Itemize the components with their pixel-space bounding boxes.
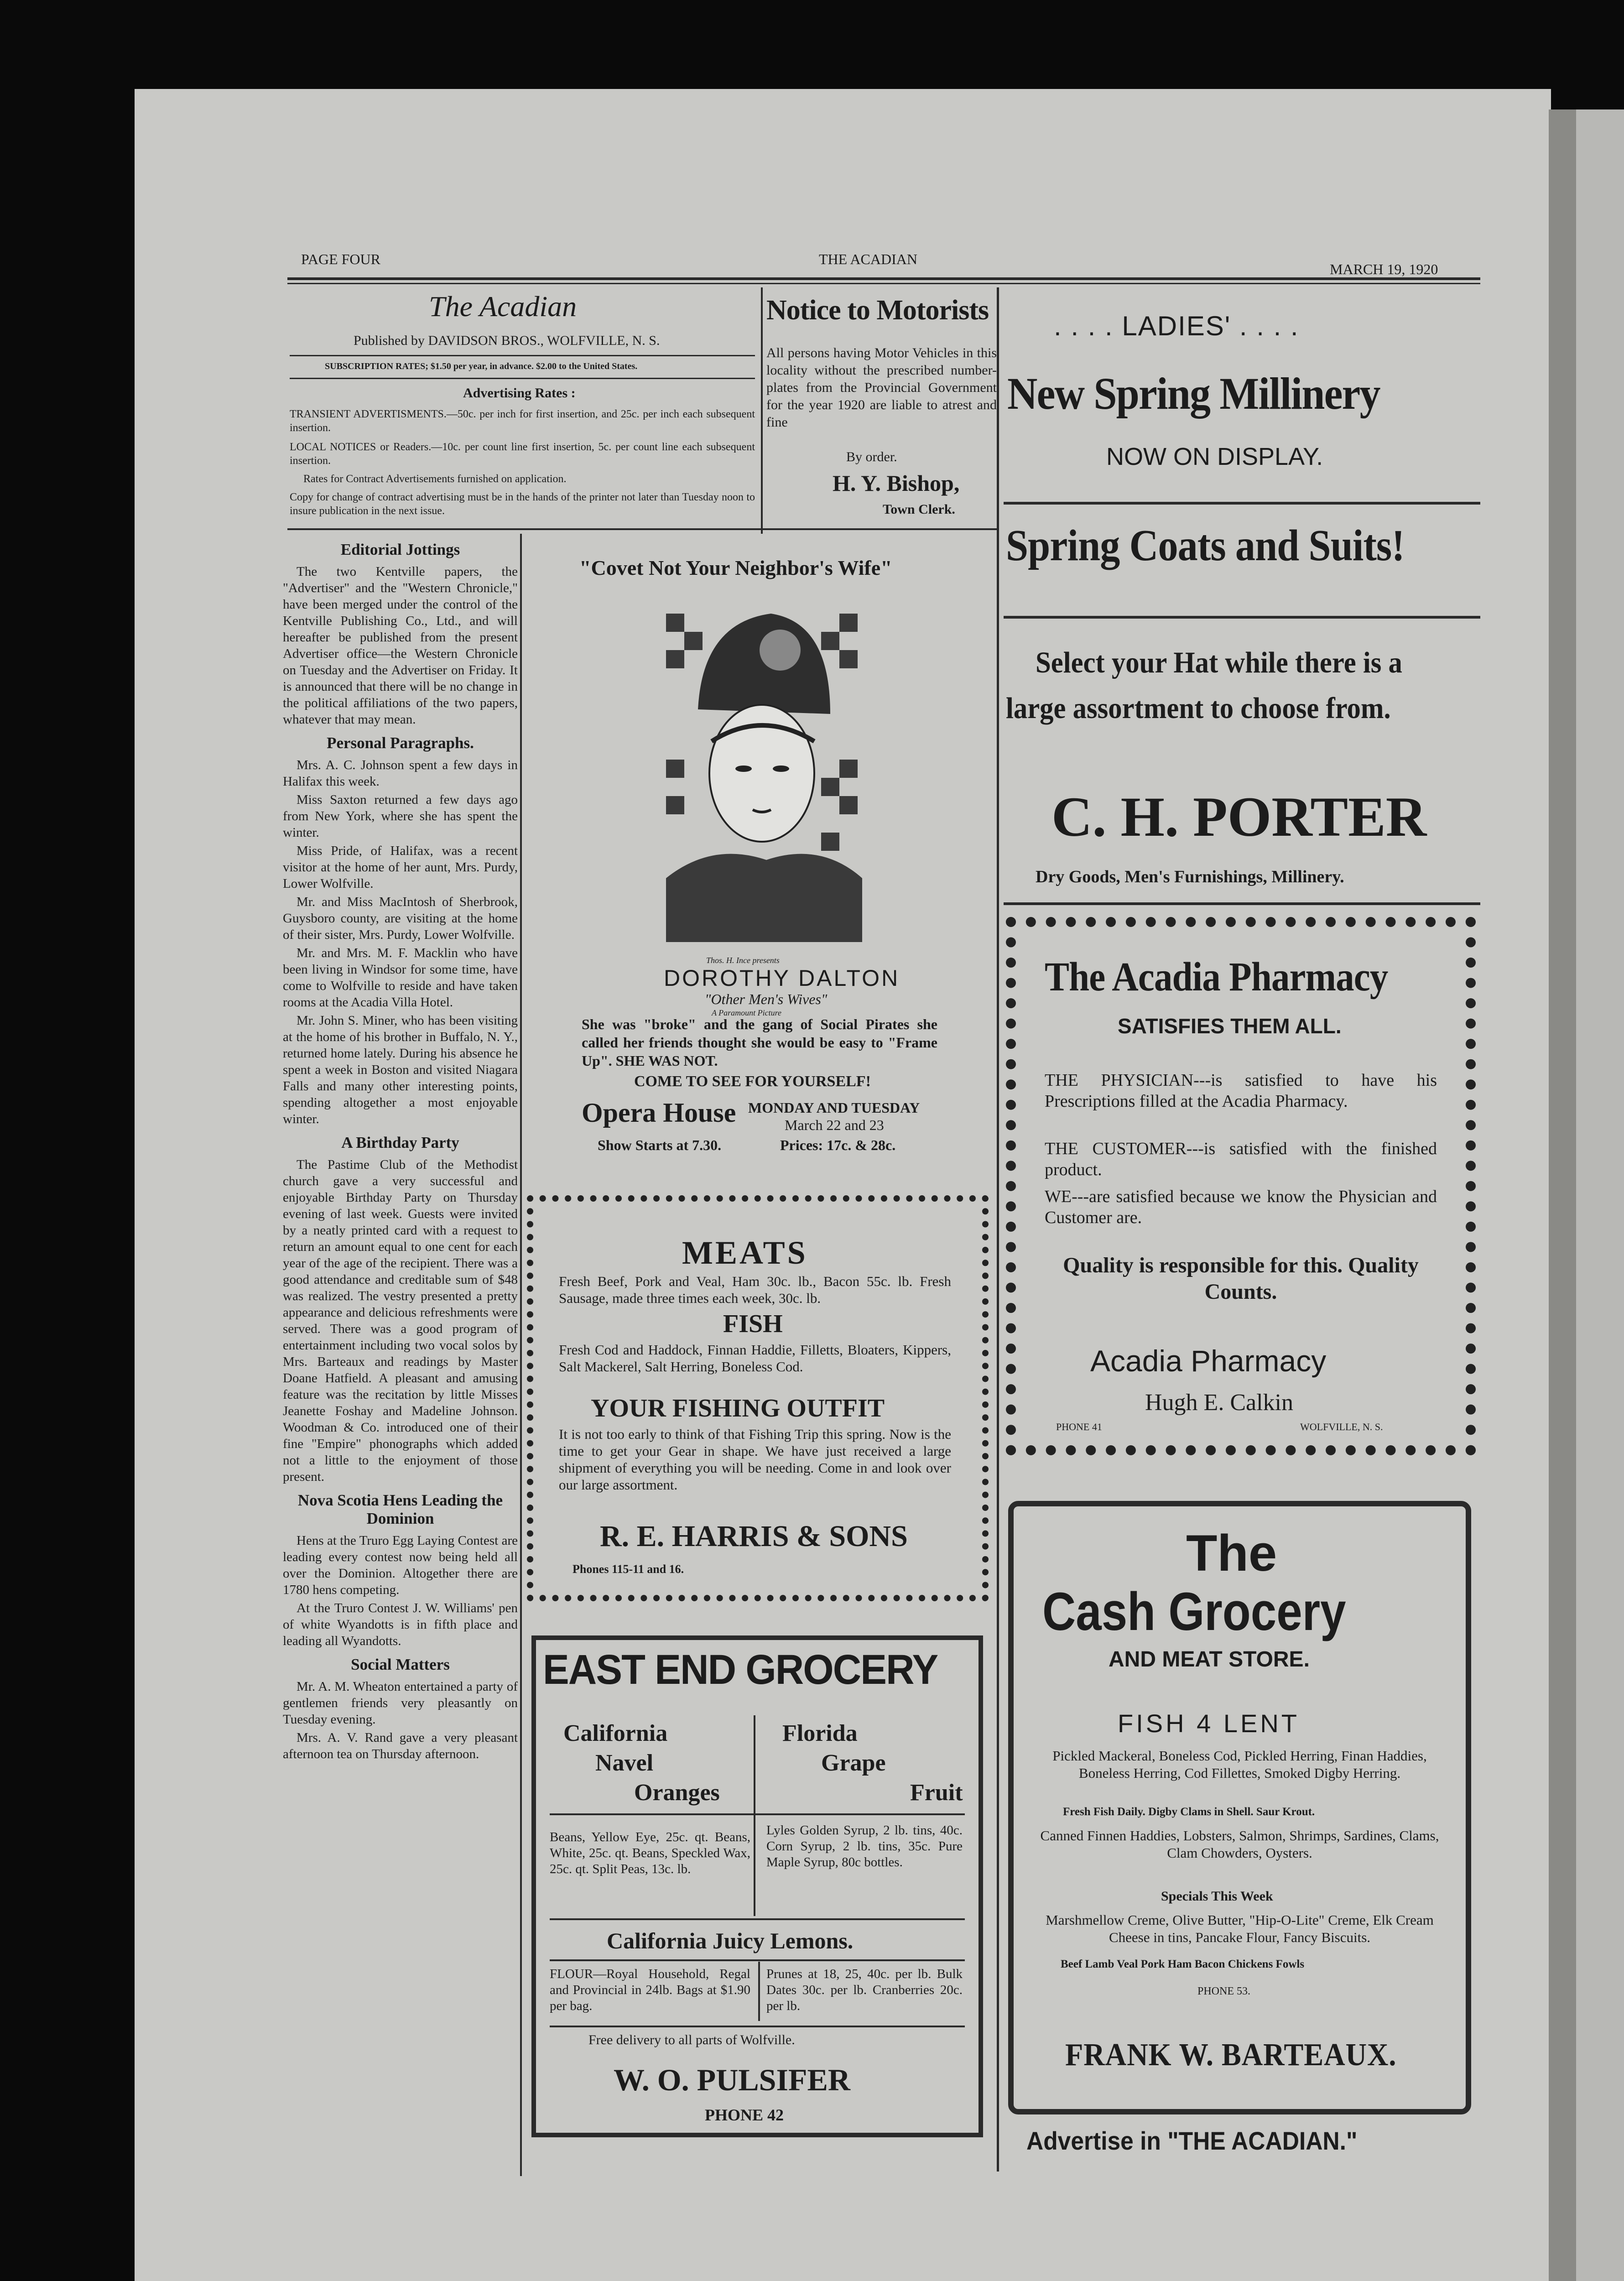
meats-body: Fresh Beef, Pork and Veal, Ham 30c. lb., Bacon 55c. lb. Fresh Sausage, made three times each week, 30c. lb. — [559, 1273, 951, 1306]
issue-date: MARCH 19, 1920 — [1330, 261, 1438, 277]
flour-list: FLOUR—Royal Household, Regal and Provincial in 24lb. Bags at $1.90 per bag. — [550, 1967, 750, 2013]
select-hat-line-1: Select your Hat while there is a — [1036, 646, 1402, 679]
personal-item: Mr. John S. Miner, who has been visiting at the home of his brother in Buffalo, N. Y., returned home lately. During his absence he spent a week in Boston and visited Niagara Falls and many other interesting points, spending altogether a most enjoyable winter. — [283, 1013, 518, 1126]
column-divider-1 — [520, 534, 522, 2176]
cash-the: The — [1186, 1525, 1277, 1582]
personal-item: Mr. and Miss MacIntosh of Sherbrook, Guysboro county, are visiting at the home of their sister, Mrs. Purdy, Lower Wolfville. — [283, 895, 518, 942]
movie-tagline: "Covet Not Your Neighbor's Wife" — [579, 556, 892, 579]
cash-subtitle: AND MEAT STORE. — [1109, 1647, 1310, 1672]
oranges-line-3: Oranges — [634, 1780, 720, 1806]
masthead-rule-thin — [287, 283, 1480, 284]
harris-phones: Phones 115-11 and 16. — [573, 1562, 684, 1576]
advertise-footer: Advertise in "THE ACADIAN." — [1026, 2126, 1358, 2155]
dorothy-dalton-portrait — [657, 595, 871, 942]
studio-line: A Paramount Picture — [712, 1008, 781, 1017]
next-page-edge — [1549, 109, 1624, 2281]
social-item: Mrs. A. V. Rand gave a very pleasant afternoon tea on Thursday afternoon. — [283, 1730, 518, 1761]
coats-heading: Spring Coats and Suits! — [1006, 521, 1405, 570]
rule — [290, 355, 755, 356]
outfit-heading: YOUR FISHING OUTFIT — [591, 1394, 885, 1422]
fish-heading: FISH — [723, 1310, 783, 1338]
publisher-line: Published by DAVIDSON BROS., WOLFVILLE, N. S. — [354, 333, 660, 348]
pharmacy-title: The Acadia Pharmacy — [1045, 954, 1388, 1000]
notice-order: By order. — [846, 449, 897, 464]
personal-item: Miss Pride, of Halifax, was a recent visitor at the home of her aunt, Mrs. Purdy, Lower Wolfville. — [283, 844, 518, 891]
quality-line: Quality is responsible for this. Quality Counts. — [1063, 1253, 1419, 1304]
divider — [754, 1715, 755, 1916]
millinery-heading: New Spring Millinery — [1007, 368, 1380, 419]
come-see: COME TO SEE FOR YOURSELF! — [634, 1073, 871, 1090]
meat-list: Beef Lamb Veal Pork Ham Bacon Chickens Fowls — [1061, 1958, 1305, 1970]
pharmacy-name: Acadia Pharmacy — [1090, 1344, 1327, 1378]
rate-copy-deadline: Copy for change of contract advertising must be in the hands of the printer not later than Tuesday noon to insure publication in the next issue. — [290, 491, 755, 517]
oranges-line-1: California — [563, 1720, 668, 1746]
pharmacy-town: WOLFVILLE, N. S. — [1300, 1421, 1383, 1432]
hens-heading: Nova Scotia Hens Leading the Dominion — [297, 1491, 503, 1527]
east-end-title: EAST END GROCERY — [543, 1646, 938, 1693]
birthday-heading: A Birthday Party — [341, 1134, 459, 1151]
personal-item: Miss Saxton returned a few days ago from New York, where she has spent the winter. — [283, 792, 518, 840]
rule — [1004, 616, 1480, 619]
specials-heading: Specials This Week — [1161, 1889, 1273, 1904]
meats-heading: MEATS — [682, 1234, 808, 1271]
paper-name-header: THE ACADIAN — [819, 251, 917, 267]
social-item: Mr. A. M. Wheaton entertained a party of gentlemen friends very pleasantly on Tuesday evening. — [283, 1679, 518, 1727]
harris-name: R. E. HARRIS & SONS — [600, 1520, 908, 1553]
subscription-rates: SUBSCRIPTION RATES; $1.50 per year, in advance. $2.00 to the United States. — [325, 361, 638, 371]
notice-body: All persons having Motor Vehicles in this locality without the prescribed number-plates from the Provincial Government for the year 1920 are liable to atrest and fine — [766, 345, 997, 430]
column-divider-2 — [761, 287, 763, 534]
grapefruit-line-2: Grape — [821, 1750, 886, 1776]
venue-name: Opera House — [582, 1098, 736, 1128]
grapefruit-line-3: Fruit — [910, 1780, 963, 1806]
syrup-list: Lyles Golden Syrup, 2 lb. tins, 40c. Corn Syrup, 2 lb. tins, 35c. Pure Maple Syrup, 80c bottles. — [766, 1823, 963, 1870]
show-days: MONDAY AND TUESDAY — [748, 1099, 920, 1116]
binding-fold — [1549, 109, 1576, 2281]
personal-item: Mrs. A. C. Johnson spent a few days in Halifax this week. — [283, 758, 518, 789]
notice-signer-title: Town Clerk. — [883, 502, 955, 517]
masthead-rule — [287, 277, 1480, 280]
fish-lent-heading: FISH 4 LENT — [1118, 1709, 1300, 1738]
rule — [550, 1918, 965, 1920]
editorial-body: The two Kentville papers, the "Advertiser" and the "Western Chronicle," have been merged under the control of the Kentville Publishing Co., Ltd., and will hereafter be published from the present Advertiser office—the Western Chronicle on Tuesday and the Advertiser on Friday. It is announced that there will be no change in the political affiliations of the two papers, whatever that may mean. — [283, 564, 518, 727]
rule — [1004, 902, 1480, 905]
personal-heading: Personal Paragraphs. — [327, 734, 474, 752]
we-line: WE---are satisfied because we know the Physician and Customer are. — [1045, 1187, 1437, 1227]
news-column — [283, 541, 518, 1764]
barteaux-name: FRANK W. BARTEAUX. — [1065, 2037, 1397, 2073]
pulsifer-name: W. O. PULSIFER — [614, 2062, 850, 2097]
notice-signer: H. Y. Bishop, — [833, 470, 960, 496]
star-name: DOROTHY DALTON — [664, 965, 900, 991]
ticket-prices: Prices: 17c. & 28c. — [780, 1137, 896, 1153]
acadian-title: The Acadian — [429, 290, 577, 323]
customer-line: THE CUSTOMER---is satisfied with the finished product. — [1045, 1139, 1437, 1179]
notice-title: Notice to Motorists — [766, 295, 989, 326]
select-hat-line-2: large assortment to choose from. — [1006, 692, 1391, 725]
advertising-rates-heading: Advertising Rates : — [463, 385, 576, 401]
specials-list: Marshmellow Creme, Olive Butter, "Hip-O-Lite" Creme, Elk Cream Cheese in tins, Pancake Flour, Fancy Biscuits. — [1046, 1912, 1434, 1945]
prunes-list: Prunes at 18, 25, 40c. per lb. Bulk Dates 30c. per lb. Cranberries 20c. per lb. — [766, 1967, 963, 2013]
rule — [550, 1813, 965, 1815]
presents-line: Thos. H. Ince presents — [706, 956, 780, 965]
pulsifer-phone: PHONE 42 — [705, 2106, 784, 2124]
show-dates: March 22 and 23 — [785, 1117, 884, 1133]
ladies-heading: . . . . LADIES' . . . . — [1054, 311, 1299, 341]
rule — [1004, 502, 1480, 505]
pharmacy-tagline: SATISFIES THEM ALL. — [1118, 1014, 1342, 1038]
rate-contract: Rates for Contract Advertisements furnished on application. — [303, 473, 567, 485]
cash-title: Cash Grocery — [1042, 1582, 1346, 1642]
delivery-line: Free delivery to all parts of Wolfville. — [588, 2032, 795, 2047]
column-divider-3 — [997, 287, 999, 2172]
film-title: "Other Men's Wives" — [705, 991, 828, 1007]
grapefruit-line-1: Florida — [782, 1720, 858, 1746]
canned-list: Canned Finnen Haddies, Lobsters, Salmon, Shrimps, Sardines, Clams, Clam Chowders, Oysters. — [1040, 1828, 1439, 1861]
porter-goods: Dry Goods, Men's Furnishings, Millinery. — [1036, 867, 1344, 886]
personal-item: Mr. and Mrs. M. F. Macklin who have been living in Windsor for some time, have come to Wolfville to reside and have taken rooms at the Acadia Villa Hotel. — [283, 946, 518, 1010]
section-rule — [287, 528, 997, 530]
movie-blurb: She was "broke" and the gang of Social Pirates she called her friends thought she would be easy to "Frame Up". SHE WAS NOT. — [582, 1016, 937, 1069]
lemons-heading: California Juicy Lemons. — [607, 1928, 854, 1953]
fresh-fish-line: Fresh Fish Daily. Digby Clams in Shell. Saur Krout. — [1063, 1806, 1315, 1818]
social-heading: Social Matters — [351, 1656, 450, 1673]
porter-name: C. H. PORTER — [1051, 786, 1427, 848]
hens-item: Hens at the Truro Egg Laying Contest are leading every contest now being held all over the Dominion. Altogether there are 1780 hens competing. — [283, 1533, 518, 1597]
rule — [550, 2026, 965, 2027]
pharmacy-phone: PHONE 41 — [1056, 1421, 1102, 1432]
cash-phone: PHONE 53. — [1197, 1985, 1251, 1997]
rule — [290, 378, 755, 379]
divider — [758, 1962, 760, 2021]
page-label: PAGE FOUR — [301, 251, 380, 267]
show-time: Show Starts at 7.30. — [598, 1137, 722, 1153]
editorial-heading: Editorial Jottings — [340, 541, 460, 558]
hens-item: At the Truro Contest J. W. Williams' pen of white Wyandotts is in fifth place and leading all Wyandotts. — [283, 1601, 518, 1648]
outfit-body: It is not too early to think of that Fishing Trip this spring. Now is the time to get your Gear in shape. We have just received a large shipment of everything you will be needing. Come in and look over our large assortment. — [559, 1426, 951, 1493]
physician-line: THE PHYSICIAN---is satisfied to have his Prescriptions filled at the Acadia Pharmacy. — [1045, 1071, 1437, 1111]
birthday-body: The Pastime Club of the Methodist church gave a very successful and enjoyable Birthday Party on Thursday evening of last week. Guests were invited by a neatly printed card with a request to return an amount equal to one cent for each year of the age of the recipient. There was a good attendance and creditable sum of $48 was realized. The vestry presented a pretty appearance and delicious refreshments were served. There was a good program of entertainment including two vocal solos by Mrs. Barteaux and readings by Master Doane Hatfield. A pleasant and amusing feature was the recitation by little Misses Jeanette Foshay and Madeline Johnson. Woodman & Co. introduced one of their fine "Empire" phonographs which added not a little to the enjoyment of those present. — [283, 1157, 518, 1484]
beans-list: Beans, Yellow Eye, 25c. qt. Beans, White, 25c. qt. Beans, Speckled Wax, 25c. qt. Split Peas, 13c. lb. — [550, 1830, 750, 1876]
rate-local: LOCAL NOTICES or Readers.—10c. per count line first insertion, 5c. per count line each subsequent insertion. — [290, 441, 755, 467]
cash-fish-list: Pickled Mackeral, Boneless Cod, Pickled Herring, Finan Haddies, Boneless Herring, Cod Fillettes, Smoked Digby Herring. — [1052, 1748, 1427, 1781]
rule — [550, 1959, 965, 1961]
display-line: NOW ON DISPLAY. — [1106, 443, 1323, 470]
pharmacy-owner: Hugh E. Calkin — [1145, 1390, 1293, 1416]
rate-transient: TRANSIENT ADVERTISMENTS.—50c. per inch for first insertion, and 25c. per inch each subsequent insertion. — [290, 408, 755, 434]
fish-body: Fresh Cod and Haddock, Finnan Haddie, Filletts, Bloaters, Kippers, Salt Mackerel, Salt Herring, Boneless Cod. — [559, 1342, 951, 1375]
oranges-line-2: Navel — [595, 1750, 654, 1776]
